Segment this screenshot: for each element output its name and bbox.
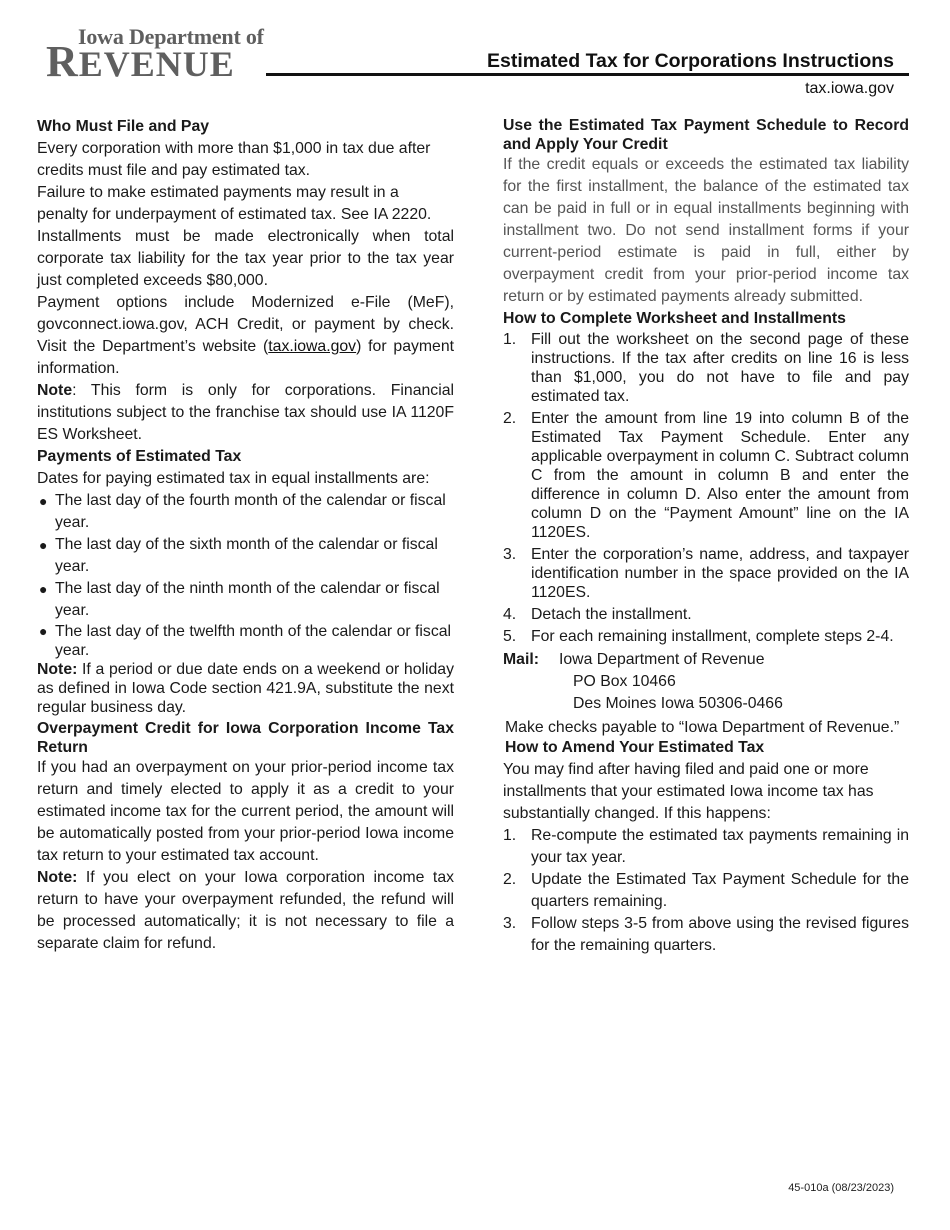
step-number: 2. — [503, 410, 517, 427]
who-paragraph-2: Failure to make estimated payments may result in a penalty for underpayment of estimated tax. See IA 2220. — [37, 184, 432, 223]
schedule-heading: Use the Estimated Tax Payment Schedule to Record and Apply Your Credit — [503, 117, 909, 153]
amend-paragraph: You may find after having filed and paid one or more installments that your estimated Iowa income tax has substantially changed. If this happens: — [503, 761, 874, 822]
step-text: Enter the corporation’s name, address, and taxpayer identification number in the space provided on the IA 1120ES. — [531, 546, 909, 601]
bullet-icon: ● — [39, 493, 48, 509]
complete-steps-list — [503, 330, 909, 646]
who-paragraph-4 — [37, 292, 454, 380]
list-item — [503, 869, 909, 913]
step-text: Re-compute the estimated tax payments remaining in your tax year. — [531, 827, 909, 866]
complete-worksheet-heading: How to Complete Worksheet and Installments — [503, 310, 846, 327]
list-item — [503, 545, 909, 602]
bullet-icon: ● — [39, 537, 48, 553]
bullet-icon: ● — [39, 623, 48, 639]
list-item-text: The last day of the sixth month of the calendar or fiscal year. — [55, 536, 438, 575]
address-line: PO Box 10466 — [573, 673, 676, 690]
who-paragraph-3: Installments must be made electronically when total corporate tax liability for the tax year prior to the tax year just completed exceeds $80,000. — [37, 228, 454, 289]
list-item — [503, 409, 909, 542]
list-item — [503, 913, 909, 957]
checks-payable-text: Make checks payable to “Iowa Department of Revenue.” — [505, 719, 900, 736]
list-item-text: The last day of the fourth month of the calendar or fiscal year. — [55, 492, 446, 531]
website-text: tax.iowa.gov — [805, 80, 894, 97]
step-number: 4. — [503, 606, 517, 623]
page-title: Estimated Tax for Corporations Instructions — [486, 50, 894, 72]
schedule-paragraph: If the credit equals or exceeds the estimated tax liability for the first installment, the balance of the estimated tax can be paid in full or in equal installments beginning with installment two. Do not send installment forms if your current-period estimate is paid in full, either by overpayment credit from your prior-period income tax return or by estimated payments already submitted. — [503, 156, 909, 305]
step-number: 5. — [503, 628, 517, 645]
list-item — [503, 605, 909, 624]
mail-address — [559, 649, 783, 715]
step-number: 1. — [503, 331, 517, 348]
logo-department-text: Iowa Department of — [78, 24, 264, 49]
note-text: If a period or due date ends on a weekend or holiday as defined in Iowa Code section 421.9A, substitute the next regular business day. — [37, 661, 454, 716]
list-item — [37, 578, 454, 622]
list-item — [37, 622, 454, 660]
address-line: Iowa Department of Revenue — [559, 651, 765, 668]
payment-info-text: ) for payment information. — [37, 338, 454, 377]
who-paragraph-1: Every corporation with more than $1,000 in tax due after credits must file and pay estimated tax. — [37, 140, 431, 179]
step-number: 3. — [503, 915, 517, 932]
amend-steps-list — [503, 825, 909, 957]
list-item-text: The last day of the twelfth month of the calendar or fiscal year. — [55, 623, 452, 659]
address-line: Des Moines Iowa 50306-0466 — [573, 695, 783, 712]
payment-dates-list — [37, 490, 454, 660]
list-item — [37, 534, 454, 578]
note-text: : This form is only for corporations. Financial institutions subject to the franchise tax should use IA 1120F ES Worksheet. — [37, 382, 454, 443]
note-label: Note: — [37, 661, 78, 678]
list-item — [503, 627, 909, 646]
tax-website-link[interactable]: tax.iowa.gov — [268, 338, 357, 355]
note-refund — [37, 867, 454, 955]
step-number: 2. — [503, 871, 517, 888]
step-text: Fill out the worksheet on the second page of these instructions. If the tax after credits on line 16 is less than $1,000, you do not have to file and pay estimated tax. — [531, 331, 909, 405]
note-financial-institutions — [37, 380, 454, 446]
step-text: Enter the amount from line 19 into column B of the Estimated Tax Payment Schedule. Enter any applicable overpayment in column C. Subtract column C from the amount in column B and enter the difference in column D. Also enter the amount from column D on the “Payment Amount” line on the IA 1120ES. — [531, 410, 909, 541]
mail-address-block — [503, 649, 909, 715]
step-number: 3. — [503, 546, 517, 563]
step-text: Follow steps 3-5 from above using the revised figures for the remaining quarters. — [531, 915, 909, 954]
overpayment-heading: Overpayment Credit for Iowa Corporation Income Tax Return — [37, 720, 454, 756]
list-item — [503, 330, 909, 406]
form-id: 45-010a (08/23/2023) — [788, 1182, 894, 1194]
right-column — [503, 116, 909, 957]
logo-revenue-text: REVENUE — [46, 37, 235, 86]
payments-heading: Payments of Estimated Tax — [37, 448, 242, 465]
payment-options-text: Payment options include Modernized e-File (MeF), govconnect.iowa.gov, ACH Credit, or payment by check. Visit the Department’s website ( — [37, 294, 454, 355]
note-text: If you elect on your Iowa corporation income tax return to have your overpayment refunded, the refund will be processed automatically; it is not necessary to file a separate claim for refund. — [37, 869, 454, 952]
left-column — [37, 116, 454, 955]
note-label: Note: — [37, 869, 78, 886]
step-text: For each remaining installment, complete steps 2-4. — [531, 628, 894, 645]
step-text: Detach the installment. — [531, 606, 692, 623]
step-number: 1. — [503, 827, 517, 844]
step-text: Update the Estimated Tax Payment Schedule for the quarters remaining. — [531, 871, 909, 910]
header-rule — [266, 73, 909, 76]
list-item — [503, 825, 909, 869]
note-label: Note — [37, 382, 73, 399]
list-item-text: The last day of the ninth month of the calendar or fiscal year. — [55, 580, 440, 619]
list-item — [37, 490, 454, 534]
mail-label: Mail: — [503, 651, 539, 668]
payments-intro: Dates for paying estimated tax in equal installments are: — [37, 470, 430, 487]
who-must-file-heading: Who Must File and Pay — [37, 118, 210, 135]
bullet-icon: ● — [39, 581, 48, 597]
overpayment-paragraph: If you had an overpayment on your prior-period income tax return and timely elected to apply it as a credit to your estimated income tax for the current period, the amount will be automatically posted from your prior-period Iowa income tax return to your estimated tax account. — [37, 759, 454, 864]
amend-heading: How to Amend Your Estimated Tax — [505, 739, 765, 756]
note-weekend-holiday — [37, 660, 454, 717]
